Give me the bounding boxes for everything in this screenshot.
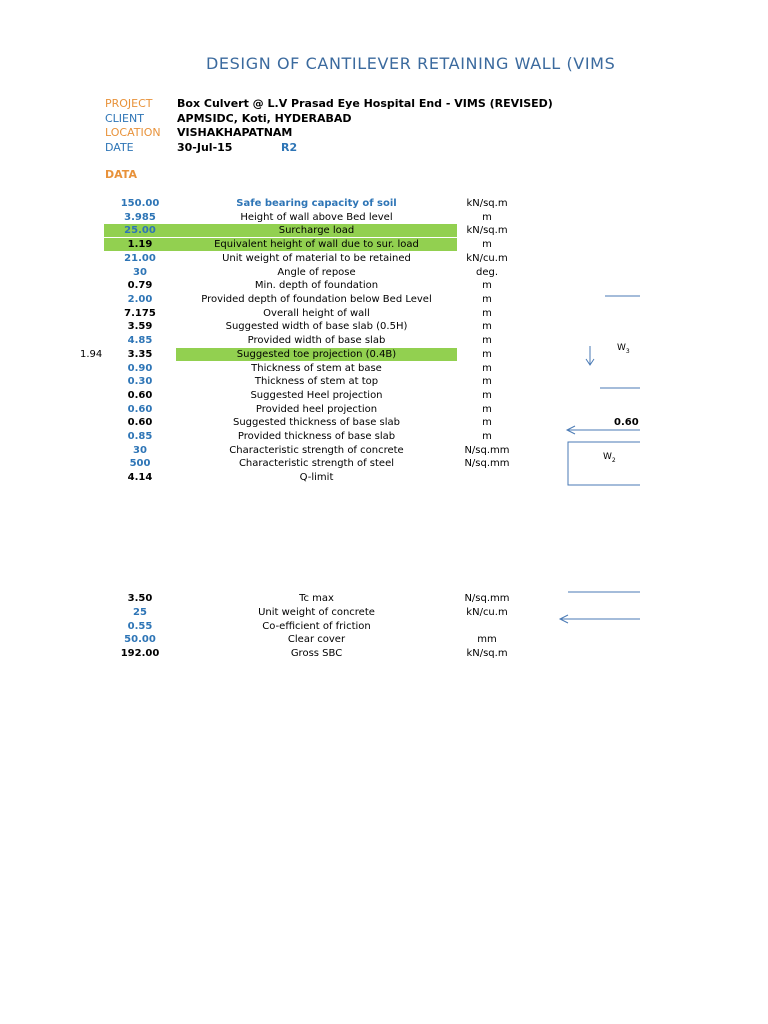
row-description: Suggested thickness of base slab xyxy=(232,417,401,428)
row-unit: m xyxy=(482,321,492,332)
row-value[interactable]: 192.00 xyxy=(120,648,160,659)
row-value[interactable]: 7.175 xyxy=(124,308,156,319)
data-row xyxy=(0,252,640,265)
row-value[interactable]: 3.985 xyxy=(124,212,156,223)
row-unit: mm xyxy=(477,634,497,645)
data-row xyxy=(0,430,640,443)
row-unit: m xyxy=(482,431,492,442)
data-row xyxy=(0,416,640,429)
row-value[interactable]: 50.00 xyxy=(124,634,156,645)
row-description: Gross SBC xyxy=(290,648,343,659)
row-unit: m xyxy=(482,239,492,250)
dimension-label: 0.60 xyxy=(614,417,639,428)
row-value[interactable]: 3.50 xyxy=(127,593,153,604)
row-description: Suggested Heel projection xyxy=(250,390,383,401)
data-row xyxy=(0,457,640,470)
data-row xyxy=(0,238,640,251)
data-row xyxy=(0,307,640,320)
row-unit: m xyxy=(482,417,492,428)
row-description: Characteristic strength of concrete xyxy=(229,445,404,456)
date-label: DATE xyxy=(105,141,134,154)
row-unit: kN/sq.m xyxy=(466,225,508,236)
row-value[interactable]: 21.00 xyxy=(124,253,156,264)
row-value[interactable]: 0.30 xyxy=(127,376,153,387)
data-row xyxy=(0,348,640,361)
row-description: Characteristic strength of steel xyxy=(238,458,395,469)
row-unit: m xyxy=(482,294,492,305)
row-unit: m xyxy=(482,308,492,319)
data-row xyxy=(0,224,640,237)
row-description: Min. depth of foundation xyxy=(254,280,379,291)
row-value[interactable]: 500 xyxy=(129,458,151,469)
row-description: Height of wall above Bed level xyxy=(240,212,393,223)
row-description: Provided heel projection xyxy=(255,404,378,415)
row-unit: m xyxy=(482,376,492,387)
data-row xyxy=(0,592,640,605)
location-label: LOCATION xyxy=(105,126,161,139)
row-value[interactable]: 30 xyxy=(133,267,147,278)
row-unit: m xyxy=(482,280,492,291)
row-value[interactable]: 2.00 xyxy=(127,294,153,305)
client-label: CLIENT xyxy=(105,112,144,125)
row-unit: deg. xyxy=(475,267,499,278)
w3-label: $W_3$ xyxy=(617,343,630,355)
data-row xyxy=(0,403,640,416)
row-value[interactable]: 0.90 xyxy=(127,363,153,374)
data-row xyxy=(0,293,640,306)
row-description: Unit weight of material to be retained xyxy=(222,253,411,264)
row-unit: m xyxy=(482,363,492,374)
data-row xyxy=(0,647,640,660)
row-unit: kN/cu.m xyxy=(466,607,508,618)
w2-label: $W_2$ xyxy=(603,452,616,464)
project-label: PROJECT xyxy=(105,97,153,110)
row-value[interactable]: 0.60 xyxy=(127,404,153,415)
data-row xyxy=(0,362,640,375)
row-description: Overall height of wall xyxy=(263,308,370,319)
page-title: DESIGN OF CANTILEVER RETAINING WALL (VIMS xyxy=(206,54,616,73)
data-row xyxy=(0,279,640,292)
row-value[interactable]: 0.85 xyxy=(127,431,153,442)
data-row xyxy=(0,375,640,388)
row-value[interactable]: 1.19 xyxy=(104,238,176,251)
row-value[interactable]: 3.35 xyxy=(127,349,153,360)
data-row xyxy=(0,620,640,633)
data-row xyxy=(0,471,640,484)
data-section-label: DATA xyxy=(105,168,137,181)
revision-label: R2 xyxy=(281,141,298,154)
row-value[interactable]: 150.00 xyxy=(120,198,160,209)
row-value[interactable]: 25 xyxy=(133,607,147,618)
row-description: Q-limit xyxy=(299,472,334,483)
row-description: Suggested toe projection (0.4B) xyxy=(176,348,457,361)
row-value[interactable]: 4.14 xyxy=(127,472,153,483)
data-row xyxy=(0,606,640,619)
row-unit: N/sq.mm xyxy=(464,458,510,469)
row-description: Surcharge load xyxy=(176,224,457,237)
row-description: Co-efficient of friction xyxy=(262,621,371,632)
row-description: Thickness of stem at base xyxy=(251,363,382,374)
row-description: Equivalent height of wall due to sur. load xyxy=(176,238,457,251)
row-unit: kN/cu.m xyxy=(466,253,508,264)
row-unit: kN/sq.m xyxy=(466,648,508,659)
row-unit: N/sq.mm xyxy=(464,593,510,604)
row-value[interactable]: 30 xyxy=(133,445,147,456)
row-unit: N/sq.mm xyxy=(464,445,510,456)
row-description: Tc max xyxy=(299,593,334,604)
location-value: VISHAKHAPATNAM xyxy=(177,126,293,139)
row-description: Provided depth of foundation below Bed Level xyxy=(201,294,432,305)
row-unit: m xyxy=(482,349,492,360)
row-description: Provided thickness of base slab xyxy=(237,431,396,442)
row-value[interactable]: 4.85 xyxy=(127,335,153,346)
row-description: Provided width of base slab xyxy=(247,335,386,346)
row-description: Clear cover xyxy=(287,634,346,645)
row-value[interactable]: 25.00 xyxy=(104,224,176,237)
row-description: Suggested width of base slab (0.5H) xyxy=(225,321,408,332)
side-note: 1.94 xyxy=(80,349,103,360)
data-row xyxy=(0,633,640,646)
row-unit: m xyxy=(482,404,492,415)
row-value[interactable]: 0.60 xyxy=(127,417,153,428)
row-description: Unit weight of concrete xyxy=(258,607,375,618)
row-description: Thickness of stem at top xyxy=(254,376,379,387)
row-unit: kN/sq.m xyxy=(466,198,508,209)
row-description: Angle of repose xyxy=(277,267,356,278)
row-unit: m xyxy=(482,212,492,223)
row-value[interactable]: 0.60 xyxy=(127,390,153,401)
row-unit: m xyxy=(482,390,492,401)
data-row xyxy=(0,266,640,279)
row-value[interactable]: 0.79 xyxy=(127,280,153,291)
data-row xyxy=(0,211,640,224)
project-value: Box Culvert @ L.V Prasad Eye Hospital End - VIMS (REVISED) xyxy=(177,97,553,110)
row-description: Safe bearing capacity of soil xyxy=(236,198,397,209)
data-row xyxy=(0,444,640,457)
data-row xyxy=(0,334,640,347)
date-value: 30-Jul-15 xyxy=(177,141,233,154)
data-row xyxy=(0,197,640,210)
row-value[interactable]: 0.55 xyxy=(127,621,153,632)
client-value: APMSIDC, Koti, HYDERABAD xyxy=(177,112,352,125)
data-row xyxy=(0,389,640,402)
row-value[interactable]: 3.59 xyxy=(127,321,153,332)
row-unit: m xyxy=(482,335,492,346)
data-row xyxy=(0,320,640,333)
